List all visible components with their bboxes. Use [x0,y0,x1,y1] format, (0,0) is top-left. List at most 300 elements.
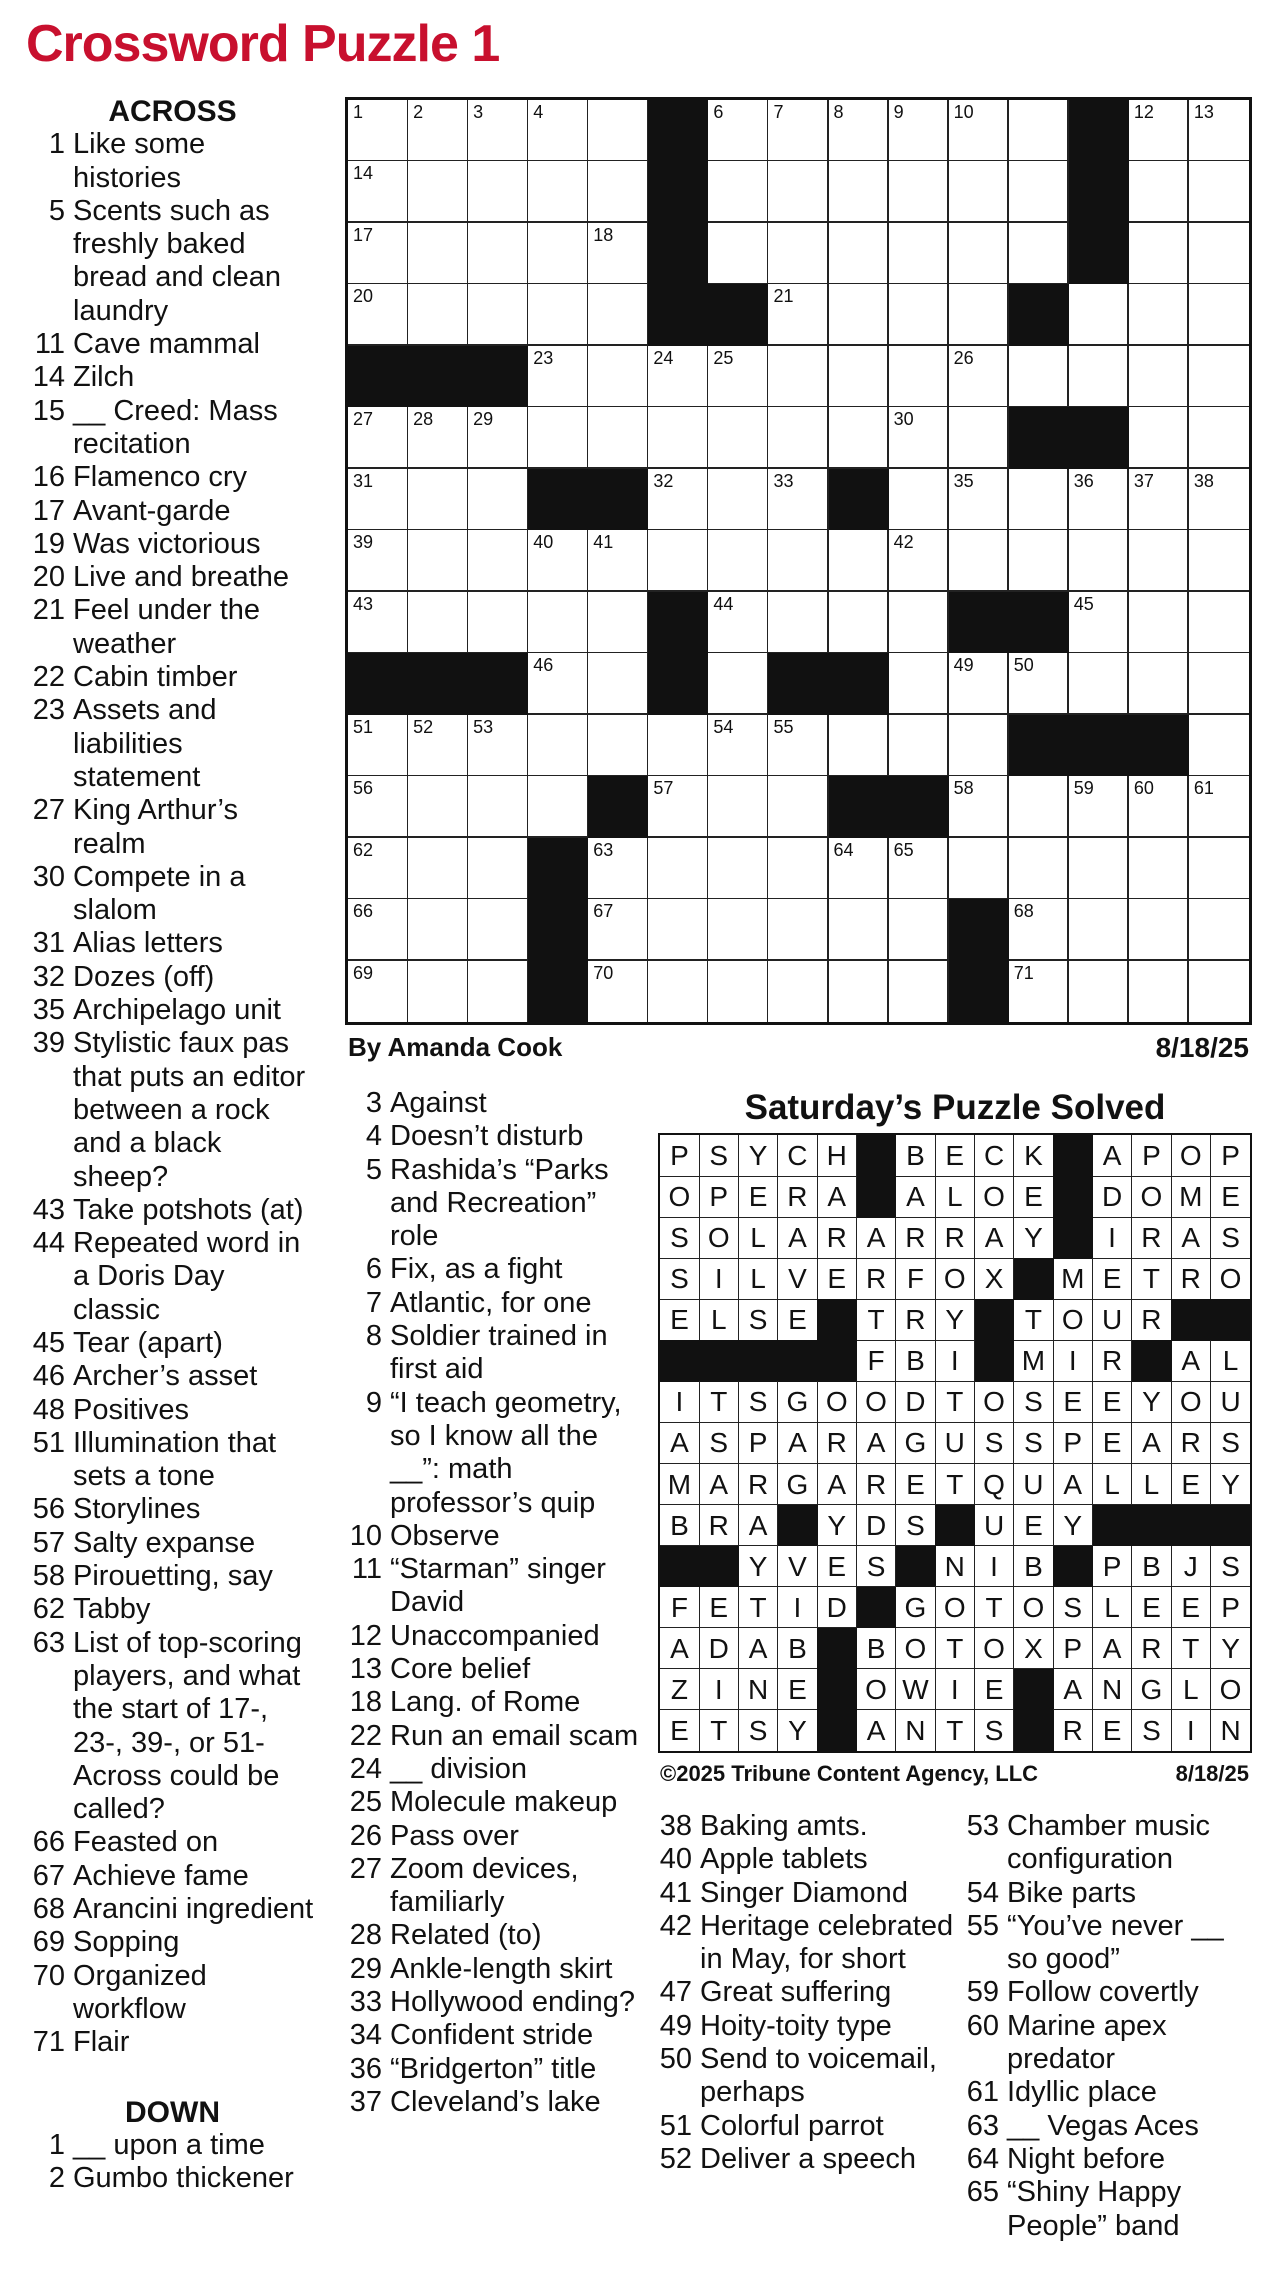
clue-number: 11 [34,328,65,361]
grid-cell[interactable] [528,100,589,162]
grid-cell[interactable] [1009,100,1070,162]
grid-cell[interactable] [949,530,1010,592]
solution-letter: E [817,1258,857,1300]
clue-text: Storylines [73,1493,201,1526]
solution-letter: N [1093,1669,1133,1711]
grid-cell[interactable] [588,592,649,654]
clue [655,1810,955,1843]
grid-cell[interactable] [408,223,469,285]
grid-cell[interactable] [768,407,829,469]
grid-cell[interactable] [648,407,709,469]
cell-number: 45 [1073,593,1094,614]
grid-cell[interactable] [348,223,409,285]
grid-cell[interactable] [949,100,1010,162]
solution-letter: A [1093,1628,1133,1670]
grid-cell[interactable] [1129,653,1190,715]
cell-number: 10 [953,102,974,122]
grid-cell[interactable] [528,407,589,469]
cell-number: 39 [353,532,374,553]
clue-text: __ Creed: Mass recitation [73,394,278,460]
grid-cell[interactable] [889,223,950,285]
grid-cell[interactable] [588,838,649,900]
grid-cell[interactable] [889,838,950,900]
grid-cell[interactable] [1129,838,1190,900]
solution-letter: P [1053,1628,1093,1670]
solution-letter: V [778,1258,818,1300]
grid-cell[interactable] [1009,530,1070,592]
grid-cell[interactable] [468,530,529,592]
solution-letter: I [660,1381,700,1423]
grid-cell[interactable] [408,899,469,961]
grid-cell[interactable] [708,161,769,223]
clue [30,1194,315,1227]
grid-cell[interactable] [1009,653,1070,715]
solution-letter: A [660,1422,700,1464]
grid-cell[interactable] [829,407,890,469]
grid-cell[interactable] [348,530,409,592]
clue-text: Flamenco cry [73,461,248,494]
grid-cell[interactable] [708,838,769,900]
grid-cell[interactable] [1129,469,1190,531]
clue-number: 36 [349,2052,382,2085]
clue-number: 57 [32,1526,65,1559]
solution-block [857,1176,897,1218]
grid-cell[interactable] [768,100,829,162]
grid-cell[interactable] [348,407,409,469]
grid-cell[interactable] [588,161,649,223]
clue-number: 24 [349,1752,382,1785]
grid-cell[interactable] [348,899,409,961]
solution-letter: Y [935,1299,975,1341]
grid-block [949,961,1010,1022]
grid-cell[interactable] [648,961,709,1022]
clue [655,1910,955,1977]
solution-letter: I [699,1258,739,1300]
solution-letter: E [699,1587,739,1629]
grid-cell[interactable] [768,223,829,285]
grid-cell[interactable] [588,346,649,408]
grid-cell[interactable] [949,653,1010,715]
grid-cell[interactable] [708,530,769,592]
grid-cell[interactable] [528,284,589,346]
grid-cell[interactable] [768,469,829,531]
grid-cell[interactable] [588,100,649,162]
grid-cell[interactable] [949,715,1010,777]
grid-cell[interactable] [348,592,409,654]
grid-cell[interactable] [1129,161,1190,223]
solution-block [1053,1217,1093,1259]
grid-cell[interactable] [1069,838,1130,900]
grid-cell[interactable] [348,776,409,838]
grid-cell[interactable] [1189,653,1249,715]
grid-cell[interactable] [829,961,890,1022]
grid-cell[interactable] [829,899,890,961]
grid-cell[interactable] [648,715,709,777]
grid-cell[interactable] [468,715,529,777]
grid-cell[interactable] [1009,469,1070,531]
grid-cell[interactable] [768,899,829,961]
grid-cell[interactable] [468,284,529,346]
clue [345,1120,643,1153]
grid-cell[interactable] [1189,838,1249,900]
solution-letter: R [1132,1628,1172,1670]
grid-cell[interactable] [1129,284,1190,346]
clue-number: 19 [32,527,65,560]
solution-letter: R [857,1258,897,1300]
grid-cell[interactable] [708,715,769,777]
grid-cell[interactable] [408,469,469,531]
grid-cell[interactable] [408,715,469,777]
solution-letter: E [778,1299,818,1341]
clue-text: Assets and liabilities statement [73,694,217,793]
grid-cell[interactable] [528,530,589,592]
solution-letter: O [1211,1258,1251,1300]
solution-letter: R [699,1505,739,1547]
solution-letter: M [1053,1258,1093,1300]
grid-cell[interactable] [648,899,709,961]
grid-cell[interactable] [528,715,589,777]
grid-cell[interactable] [768,346,829,408]
solution-letter: A [778,1217,818,1259]
clue-number: 52 [659,2142,692,2175]
grid-cell[interactable] [1189,407,1249,469]
grid-cell[interactable] [528,592,589,654]
grid-cell[interactable] [708,407,769,469]
grid-cell[interactable] [768,715,829,777]
grid-cell[interactable] [648,530,709,592]
grid-cell[interactable] [1129,346,1190,408]
grid-cell[interactable] [949,223,1010,285]
clue [30,395,315,462]
solution-letter: B [778,1628,818,1670]
solution-letter: A [1053,1464,1093,1506]
grid-cell[interactable] [889,653,950,715]
solution-letter: B [1014,1546,1054,1588]
grid-cell[interactable] [829,346,890,408]
grid-cell[interactable] [768,284,829,346]
cell-number: 33 [773,470,794,491]
solution-letter: L [699,1299,739,1341]
clue-number: 14 [32,361,65,394]
grid-cell[interactable] [1069,961,1130,1022]
grid-cell[interactable] [708,899,769,961]
grid-cell[interactable] [1129,592,1190,654]
grid-cell[interactable] [889,961,950,1022]
grid-cell[interactable] [1069,776,1130,838]
grid-cell[interactable] [468,961,529,1022]
grid-cell[interactable] [528,346,589,408]
grid-cell[interactable] [768,530,829,592]
solution-letter: T [935,1381,975,1423]
grid-cell[interactable] [468,223,529,285]
clue [962,2076,1262,2109]
cell-number: 66 [353,901,374,922]
grid-cell[interactable] [348,715,409,777]
grid-cell[interactable] [889,407,950,469]
grid-cell[interactable] [1069,592,1130,654]
grid-cell[interactable] [1189,899,1249,961]
grid-cell[interactable] [1189,284,1249,346]
grid-cell[interactable] [949,407,1010,469]
clue [962,2176,1262,2243]
grid-cell[interactable] [889,100,950,162]
grid-cell[interactable] [468,161,529,223]
cell-number: 18 [593,224,614,245]
grid-cell[interactable] [468,776,529,838]
solution-letter: S [1211,1546,1251,1588]
grid-cell[interactable] [889,346,950,408]
clue [962,2143,1262,2176]
grid-cell[interactable] [889,899,950,961]
grid-cell[interactable] [348,469,409,531]
grid-cell[interactable] [528,776,589,838]
grid-cell[interactable] [348,100,409,162]
grid-block [528,838,589,900]
grid-cell[interactable] [1009,961,1070,1022]
grid-cell[interactable] [468,407,529,469]
cell-number: 59 [1073,778,1094,799]
grid-cell[interactable] [889,592,950,654]
cell-number: 28 [413,409,434,430]
solution-block [1211,1299,1251,1341]
grid-block [768,653,829,715]
clue-text: Was victorious [73,527,261,560]
cell-number: 58 [953,778,974,799]
grid-cell[interactable] [1129,223,1190,285]
grid-cell[interactable] [1189,100,1249,162]
solution-letter: R [817,1422,857,1464]
across-clues [30,95,315,2195]
grid-cell[interactable] [468,592,529,654]
grid-cell[interactable] [588,407,649,469]
clue-number: 1 [48,128,65,161]
grid-cell[interactable] [588,530,649,592]
solution-letter: R [896,1217,936,1259]
grid-cell[interactable] [949,284,1010,346]
clue [345,1387,643,1520]
clue-number: 67 [32,1859,65,1892]
grid-cell[interactable] [648,346,709,408]
grid-cell[interactable] [949,161,1010,223]
clue [30,1560,315,1593]
solution-letter: F [660,1587,700,1629]
grid-cell[interactable] [1189,161,1249,223]
clue-number: 62 [32,1593,65,1626]
grid-cell[interactable] [768,838,829,900]
grid-cell[interactable] [1069,284,1130,346]
solution-letter: Y [1132,1381,1172,1423]
grid-cell[interactable] [1189,469,1249,531]
grid-block [1009,715,1070,777]
grid-cell[interactable] [949,346,1010,408]
grid-cell[interactable] [708,592,769,654]
grid-cell[interactable] [468,838,529,900]
grid-cell[interactable] [408,284,469,346]
grid-cell[interactable] [949,469,1010,531]
grid-cell[interactable] [468,100,529,162]
clue [962,2110,1262,2143]
grid-cell[interactable] [1069,899,1130,961]
solution-block [1132,1340,1172,1382]
grid-cell[interactable] [348,161,409,223]
grid-block [1069,223,1130,285]
grid-cell[interactable] [1129,530,1190,592]
grid-cell[interactable] [1009,346,1070,408]
grid-cell[interactable] [588,223,649,285]
grid-cell[interactable] [408,407,469,469]
grid-cell[interactable] [1009,161,1070,223]
grid-cell[interactable] [408,592,469,654]
grid-cell[interactable] [1009,838,1070,900]
grid-cell[interactable] [1009,223,1070,285]
clue [345,1520,643,1553]
grid-cell[interactable] [1189,776,1249,838]
clue-number: 8 [365,1320,382,1353]
grid-cell[interactable] [408,961,469,1022]
cell-number: 27 [353,409,374,430]
grid-cell[interactable] [1189,530,1249,592]
grid-cell[interactable] [829,715,890,777]
grid-cell[interactable] [1069,653,1130,715]
grid-cell[interactable] [708,653,769,715]
grid-cell[interactable] [708,469,769,531]
cell-number: 57 [653,778,674,799]
clue-number: 9 [365,1386,382,1419]
grid-cell[interactable] [889,715,950,777]
grid-cell[interactable] [1129,407,1190,469]
clue-number: 22 [349,1719,382,1752]
grid-cell[interactable] [408,100,469,162]
grid-cell[interactable] [1189,223,1249,285]
grid-cell[interactable] [1189,592,1249,654]
grid-cell[interactable] [829,284,890,346]
grid-cell[interactable] [648,469,709,531]
grid-cell[interactable] [889,530,950,592]
grid-cell[interactable] [708,100,769,162]
grid-cell[interactable] [648,838,709,900]
grid-cell[interactable] [468,899,529,961]
clue-text: Sopping [73,1926,180,1959]
grid-block [348,653,409,715]
grid-cell[interactable] [889,161,950,223]
solution-letter: A [896,1176,936,1218]
grid-cell[interactable] [1189,961,1249,1022]
grid-cell[interactable] [408,161,469,223]
grid-cell[interactable] [708,776,769,838]
grid-cell[interactable] [889,469,950,531]
solution-letter: E [1171,1587,1211,1629]
grid-cell[interactable] [588,715,649,777]
clue-number: 32 [32,960,65,993]
grid-cell[interactable] [1009,776,1070,838]
clue-text: Stylistic faux pas that puts an editor between a rock and a black sheep? [73,1027,306,1193]
grid-cell[interactable] [1129,776,1190,838]
grid-cell[interactable] [1069,346,1130,408]
grid-cell[interactable] [588,653,649,715]
grid-cell[interactable] [829,592,890,654]
grid-cell[interactable] [889,284,950,346]
grid-cell[interactable] [829,838,890,900]
clue [345,1919,643,1952]
grid-block [408,346,469,408]
grid-cell[interactable] [1069,469,1130,531]
cell-number: 24 [653,347,674,368]
grid-cell[interactable] [1009,899,1070,961]
grid-cell[interactable] [348,961,409,1022]
grid-cell[interactable] [949,838,1010,900]
grid-cell[interactable] [588,899,649,961]
solution-letter: R [935,1217,975,1259]
clue-text: Compete in a slalom [73,860,246,927]
clue-text: Hoity-toity type [700,2009,892,2042]
grid-cell[interactable] [1069,530,1130,592]
grid-cell[interactable] [708,961,769,1022]
solution-letter: E [778,1669,818,1711]
grid-cell[interactable] [949,776,1010,838]
clue-number: 45 [32,1326,65,1359]
grid-block [1069,715,1130,777]
grid-cell[interactable] [408,776,469,838]
grid-cell[interactable] [829,100,890,162]
clue [962,1877,1262,1910]
grid-cell[interactable] [708,346,769,408]
grid-cell[interactable] [829,530,890,592]
grid-cell[interactable] [768,161,829,223]
clue [30,1227,315,1327]
clue-number: 16 [32,461,65,494]
grid-cell[interactable] [768,776,829,838]
grid-cell[interactable] [829,161,890,223]
grid-cell[interactable] [768,961,829,1022]
grid-cell[interactable] [528,653,589,715]
clue [30,495,315,528]
grid-cell[interactable] [708,223,769,285]
solution-letter: D [699,1628,739,1670]
grid-cell[interactable] [408,530,469,592]
grid-cell[interactable] [648,776,709,838]
grid-cell[interactable] [408,838,469,900]
grid-cell[interactable] [588,284,649,346]
grid-cell[interactable] [1189,346,1249,408]
cell-number: 64 [833,839,854,860]
solution-letter: M [1171,1176,1211,1218]
grid-cell[interactable] [348,838,409,900]
clue [345,1820,643,1853]
solution-letter: E [1093,1710,1133,1752]
clue-number: 27 [32,794,65,827]
solution-block [739,1340,779,1382]
grid-cell[interactable] [468,469,529,531]
grid-cell[interactable] [1129,961,1190,1022]
grid-cell[interactable] [348,284,409,346]
grid-cell[interactable] [1129,899,1190,961]
grid-cell[interactable] [528,223,589,285]
solution-block [699,1340,739,1382]
clue-text: Hollywood ending? [390,1986,636,2019]
grid-cell[interactable] [1189,715,1249,777]
grid-cell[interactable] [829,223,890,285]
grid-cell[interactable] [588,961,649,1022]
grid-cell[interactable] [1129,100,1190,162]
clue [345,1320,643,1387]
grid-cell[interactable] [768,592,829,654]
solution-block [778,1340,818,1382]
solution-letter: G [896,1587,936,1629]
cell-number: 52 [413,716,434,737]
grid-cell[interactable] [528,161,589,223]
solution-letter: C [975,1135,1015,1177]
clue-text: Zoom devices, familiarly [390,1852,579,1919]
